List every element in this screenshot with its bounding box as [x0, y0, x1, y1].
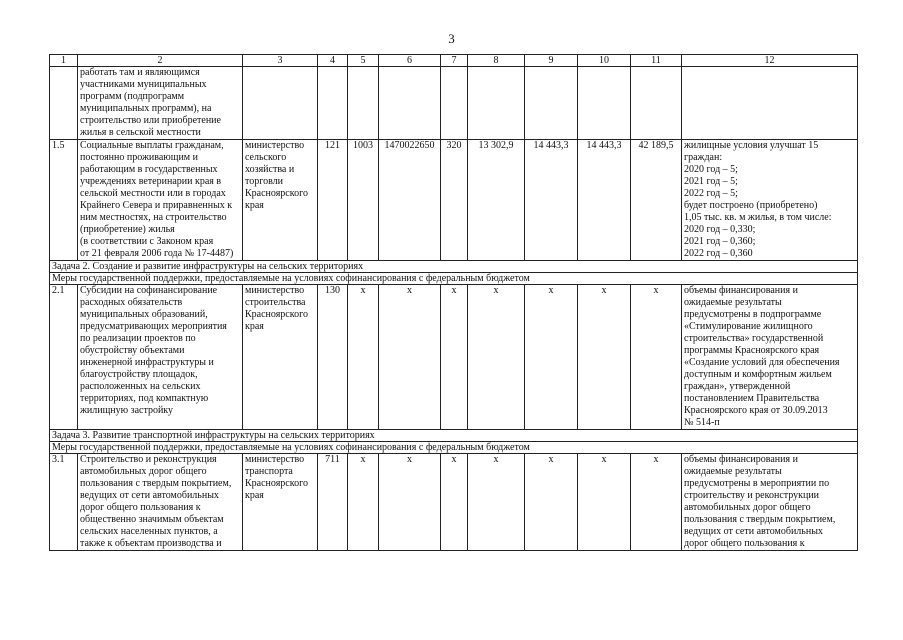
measures-heading: Меры государственной поддержки, предоставляемые на условиях софинансирования с федеральным бюджетом: [50, 273, 858, 285]
row-number: 1.5: [50, 140, 78, 261]
responsible-cell: министерство строительства Красноярского края: [243, 285, 318, 430]
result-cell: жилищные условия улучшат 15 граждан: 2020 год – 5; 2021 год – 5; 2022 год – 5; будет построено (приобретено) 1,05 тыс. кв. м жилья, в том числе: 2020 год – 0,330; 2021 год – 0,360; 2022 год – 0,360: [682, 140, 858, 261]
amount-cell: 13 302,9: [468, 140, 525, 261]
code-cell: 1470022650: [379, 140, 441, 261]
section-row: [50, 273, 858, 285]
code-cell: 130: [318, 285, 348, 430]
code-cell: x: [441, 285, 468, 430]
col-header: 3: [243, 55, 318, 67]
section-row: [50, 261, 858, 273]
amount-cell: x: [578, 454, 631, 551]
result-cell: объемы финансирования и ожидаемые результаты предусмотрены в мероприятии по строительству и реконструкции автомобильных дорог общего пользования с твердым покрытием, ведущих от сети автомобильных дорог общего пользования к: [682, 454, 858, 551]
task-heading: Задача 2. Создание и развитие инфраструктуры на сельских территориях: [50, 261, 858, 273]
code-cell: x: [348, 285, 379, 430]
code-cell: 711: [318, 454, 348, 551]
responsible-cell: министерство транспорта Красноярского края: [243, 454, 318, 551]
col-header: 10: [578, 55, 631, 67]
row-number: 2.1: [50, 285, 78, 430]
task-heading: Задача 3. Развитие транспортной инфраструктуры на сельских территориях: [50, 430, 858, 442]
amount-cell: x: [631, 285, 682, 430]
section-row: [50, 430, 858, 442]
amount-cell: x: [578, 285, 631, 430]
table-row-3-1: [50, 454, 858, 551]
amount-cell: x: [525, 285, 578, 430]
page-number: 3: [448, 31, 455, 46]
section-row: [50, 442, 858, 454]
result-cell: объемы финансирования и ожидаемые результаты предусмотрены в подпрограмме «Стимулирование жилищного строительства» государственной программы Красноярского края «Создание условий для обеспечения доступным и комфортным жильем граждан», утвержденной постановлением Правительства Красноярского края от 30.09.2013 № 514-п: [682, 285, 858, 430]
measures-heading: Меры государственной поддержки, предоставляемые на условиях софинансирования с федеральным бюджетом: [50, 442, 858, 454]
program-table: [49, 54, 858, 551]
amount-cell: x: [468, 285, 525, 430]
code-cell: x: [348, 454, 379, 551]
col-header: 7: [441, 55, 468, 67]
col-header: 5: [348, 55, 379, 67]
code-cell: 320: [441, 140, 468, 261]
amount-cell: 14 443,3: [578, 140, 631, 261]
amount-cell: 42 189,5: [631, 140, 682, 261]
code-cell: x: [379, 285, 441, 430]
header-row: [50, 55, 858, 67]
col-header: 11: [631, 55, 682, 67]
code-cell: 121: [318, 140, 348, 261]
col-header: 9: [525, 55, 578, 67]
row-number: 3.1: [50, 454, 78, 551]
code-cell: x: [441, 454, 468, 551]
measure-name-cell: работать там и являющимся участниками муниципальных программ (подпрограмм муниципальных программ), на строительство или приобретение жилья в сельской местности: [78, 67, 243, 140]
amount-cell: 14 443,3: [525, 140, 578, 261]
code-cell: x: [379, 454, 441, 551]
amount-cell: x: [468, 454, 525, 551]
col-header: 8: [468, 55, 525, 67]
measure-name-cell: Социальные выплаты гражданам, постоянно проживающим и работающим в государственных учреждениях ветеринарии края в сельской местности или в городах Крайнего Севера и приравненных к ним местностях, на строительство (приобретение) жилья (в соответствии с Законом края от 21 февраля 2006 года № 17-4487): [78, 140, 243, 261]
measure-name-cell: Строительство и реконструкция автомобильных дорог общего пользования с твердым покрытием, ведущих от сети автомобильных дорог общего пользования к общественно значимым объектам сельских населенных пунктов, а также к объектам производства и: [78, 454, 243, 551]
responsible-cell: министерство сельского хозяйства и торговли Красноярского края: [243, 140, 318, 261]
table-row-continuation: [50, 67, 858, 140]
code-cell: 1003: [348, 140, 379, 261]
measure-name-cell: Субсидии на софинансирование расходных обязательств муниципальных образований, предусматривающих мероприятия по реализации проектов по обустройству объектами инженерной инфраструктуры и благоустройству площадок, расположенных на сельских территориях, под компактную жилищную застройку: [78, 285, 243, 430]
amount-cell: x: [525, 454, 578, 551]
table-row-2-1: [50, 285, 858, 430]
table-row-1-5: [50, 140, 858, 261]
col-header: 1: [50, 55, 78, 67]
col-header: 2: [78, 55, 243, 67]
col-header: 6: [379, 55, 441, 67]
col-header: 4: [318, 55, 348, 67]
amount-cell: x: [631, 454, 682, 551]
col-header: 12: [682, 55, 858, 67]
